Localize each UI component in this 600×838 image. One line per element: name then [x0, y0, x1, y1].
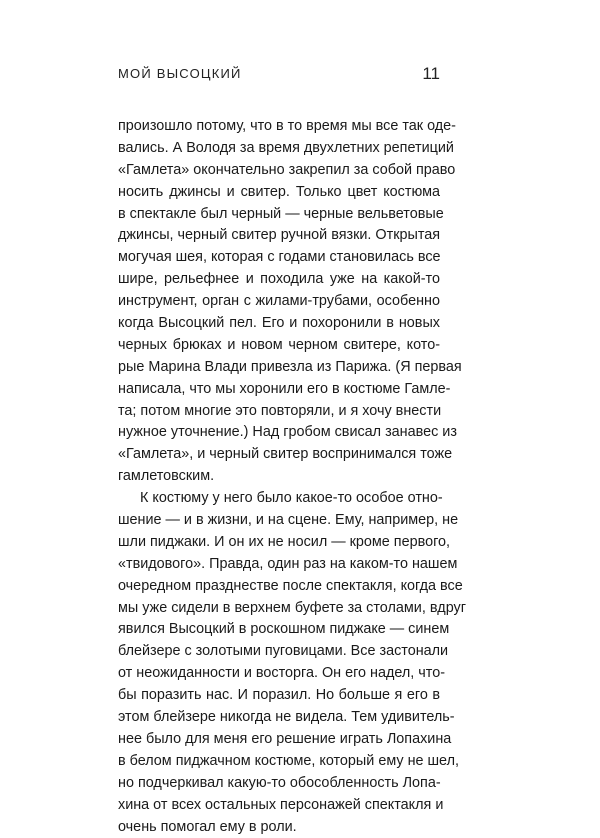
text-line: инструмент, орган с жилами-трубами, особенно — [118, 291, 440, 313]
text-line: произошло потому, что в то время мы все так оде- — [118, 116, 440, 138]
text-line: хина от всех остальных персонажей спектакля и — [118, 795, 440, 817]
text-line: очередном празднестве после спектакля, когда все — [118, 576, 440, 598]
text-line: когда Высоцкий пел. Его и похоронили в новых — [118, 313, 440, 335]
text-line: «Гамлета» окончательно закрепил за собой право — [118, 160, 440, 182]
text-line: К костюму у него было какое-то особое отно- — [118, 488, 440, 510]
text-line: от неожиданности и восторга. Он его надел, что- — [118, 663, 440, 685]
text-line: «Гамлета», и черный свитер воспринимался тоже — [118, 444, 440, 466]
text-line: нужное уточнение.) Над гробом свисал занавес из — [118, 422, 440, 444]
text-line: написала, что мы хоронили его в костюме Гамле- — [118, 379, 440, 401]
body-text — [118, 116, 440, 838]
text-line: мы уже сидели в верхнем буфете за столами, вдруг — [118, 598, 440, 620]
text-line: бы поразить нас. И поразил. Но больше я его в — [118, 685, 440, 707]
text-line: черных брюках и новом черном свитере, кото- — [118, 335, 440, 357]
text-line: шире, рельефнее и походила уже на какой-то — [118, 269, 440, 291]
text-line: «твидового». Правда, один раз на каком-то нашем — [118, 554, 440, 576]
paragraph-1 — [118, 116, 440, 488]
text-line: гамлетовским. — [118, 466, 440, 488]
text-line: нее было для меня его решение играть Лопахина — [118, 729, 440, 751]
text-line: джинсы, черный свитер ручной вязки. Открытая — [118, 225, 440, 247]
text-line: носить джинсы и свитер. Только цвет костюма — [118, 182, 440, 204]
text-line: рые Марина Влади привезла из Парижа. (Я первая — [118, 357, 440, 379]
running-head-title: МОЙ ВЫСОЦКИЙ — [118, 66, 242, 81]
text-line: в спектакле был черный — черные вельветовые — [118, 204, 440, 226]
text-line: могучая шея, которая с годами становилась все — [118, 247, 440, 269]
text-line: явился Высоцкий в роскошном пиджаке — синем — [118, 619, 440, 641]
text-line: очень помогал ему в роли. — [118, 817, 440, 838]
text-line: блейзере с золотыми пуговицами. Все застонали — [118, 641, 440, 663]
text-line: вались. А Володя за время двухлетних репетиций — [118, 138, 440, 160]
paragraph-2 — [118, 488, 440, 838]
text-line: шение — и в жизни, и на сцене. Ему, например, не — [118, 510, 440, 532]
text-line: этом блейзере никогда не видела. Тем удивитель- — [118, 707, 440, 729]
text-line: но подчеркивал какую-то обособленность Лопа- — [118, 773, 440, 795]
text-line: та; потом многие это повторяли, и я хочу внести — [118, 401, 440, 423]
text-line: в белом пиджачном костюме, который ему не шел, — [118, 751, 440, 773]
text-line: шли пиджаки. И он их не носил — кроме первого, — [118, 532, 440, 554]
page-number: 11 — [422, 64, 440, 84]
